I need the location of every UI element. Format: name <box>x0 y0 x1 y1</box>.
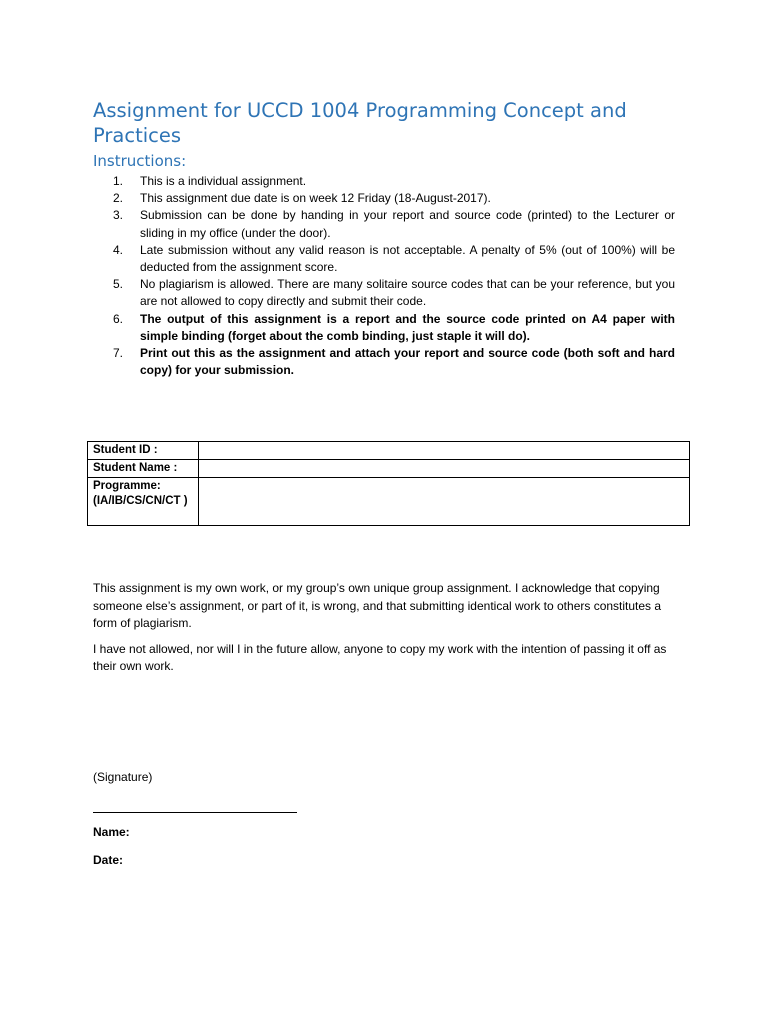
instruction-item <box>113 345 675 379</box>
student-id-label: Student ID : <box>88 442 199 460</box>
table-row <box>88 460 690 478</box>
date-label: Date: <box>93 853 124 867</box>
table-row <box>88 478 690 526</box>
instruction-text: No plagiarism is allowed. There are many solitaire source codes that can be your reference, but you are not allowed to copy directly and submit their code. <box>140 277 675 309</box>
instruction-text: This assignment due date is on week 12 Friday (18-August-2017). <box>140 191 491 206</box>
instructions-list <box>113 173 675 379</box>
instruction-text: Submission can be done by handing in your report and source code (printed) to the Lecturer or sliding in my office (under the door). <box>140 208 675 240</box>
instruction-item <box>113 207 675 241</box>
instruction-text: Print out this as the assignment and attach your report and source code (both soft and hard copy) for your submission. <box>140 346 675 378</box>
name-label: Name: <box>93 825 130 839</box>
programme-label: Programme: (IA/IB/CS/CN/CT ) <box>88 478 199 526</box>
instruction-item <box>113 276 675 310</box>
student-name-label: Student Name : <box>88 460 199 478</box>
instruction-number: 1. <box>113 174 124 188</box>
instruction-text: Late submission without any valid reason is not acceptable. A penalty of 5% (out of 100%) will be deducted from the assignment score. <box>140 242 675 275</box>
instruction-item <box>113 242 675 276</box>
student-info-table <box>87 441 690 526</box>
student-id-field[interactable] <box>199 442 690 460</box>
table-row <box>88 442 690 460</box>
instruction-number: 4. <box>113 242 124 257</box>
declaration-section <box>93 580 673 684</box>
instruction-text: The output of this assignment is a report and the source code printed on A4 paper with simple binding (forget about the comb binding, just staple it will do). <box>140 311 675 343</box>
instruction-number: 6. <box>113 311 124 326</box>
instruction-number: 3. <box>113 208 124 223</box>
instruction-number: 7. <box>113 346 124 361</box>
document-title: Assignment for UCCD 1004 Programming Concept and Practices <box>93 99 627 147</box>
instruction-item <box>113 311 675 345</box>
signature-line[interactable] <box>93 812 297 813</box>
instruction-text: This is a individual assignment. <box>140 174 307 188</box>
instruction-item <box>113 190 675 207</box>
student-name-field[interactable] <box>199 460 690 478</box>
instruction-number: 5. <box>113 277 124 292</box>
declaration-paragraph: I have not allowed, nor will I in the future allow, anyone to copy my work with the intention of passing it off as their own work. <box>93 641 667 673</box>
instruction-number: 2. <box>113 191 124 206</box>
programme-field[interactable] <box>199 478 690 526</box>
signature-label: (Signature) <box>93 770 153 784</box>
declaration-paragraph: This assignment is my own work, or my group’s own unique group assignment. I acknowledge that copying someone else’s assignment, or part of it, is wrong, and that submitting identical work to others constitutes a form of plagiarism. <box>93 581 662 630</box>
instruction-item <box>113 173 675 190</box>
instructions-heading: Instructions: <box>93 152 187 170</box>
